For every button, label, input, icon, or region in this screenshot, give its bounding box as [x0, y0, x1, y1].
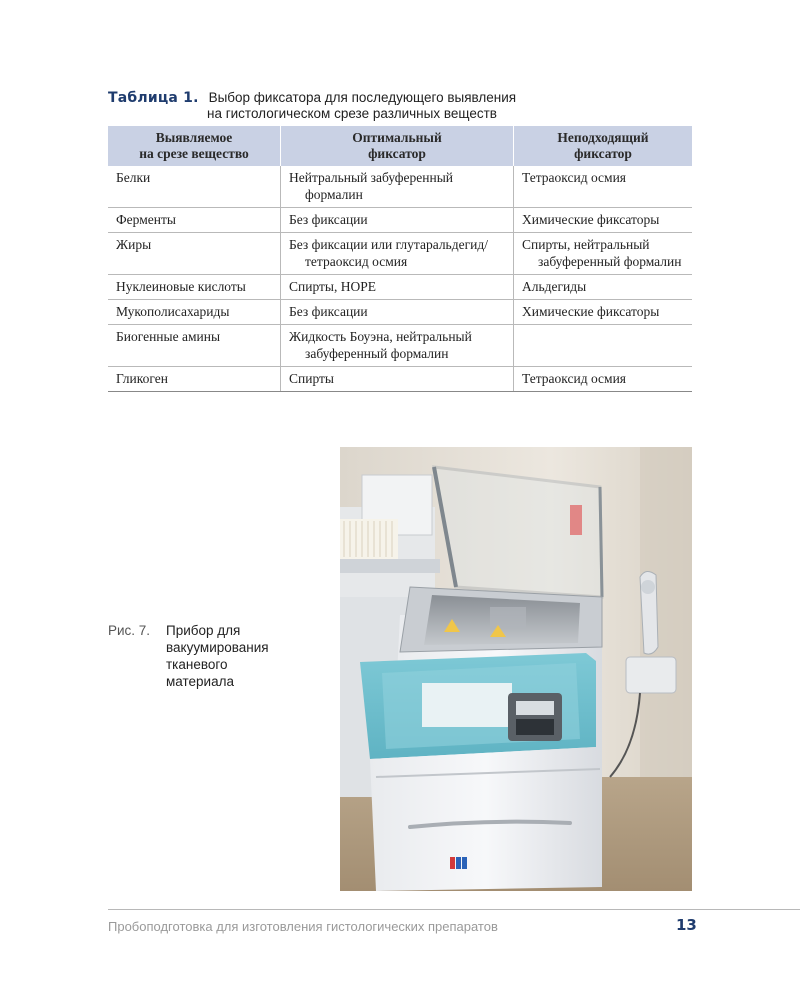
- table-row: [108, 325, 692, 367]
- table-row: [108, 300, 692, 325]
- fixative-table: [108, 126, 692, 392]
- cell-substance: Нуклеиновые кислоты: [108, 275, 281, 300]
- header-substance-line1: Выявляемое: [155, 130, 233, 145]
- table-row: [108, 233, 692, 275]
- header-unsuitable-line1: Неподходящий: [557, 130, 649, 145]
- cell-optimal: Жидкость Боуэна, нейтральный забуференный формалин: [281, 325, 514, 367]
- cell-unsuitable: Тетраоксид осмия: [514, 166, 693, 208]
- table-caption: [108, 90, 708, 121]
- cell-substance: Мукополисахариды: [108, 300, 281, 325]
- table-caption-label: Таблица 1.: [108, 90, 199, 106]
- cell-unsuitable: Химические фиксаторы: [514, 300, 693, 325]
- figure-caption-text: Прибор для вакуумирования тканевого материала: [166, 623, 269, 689]
- cell-optimal: Спирты: [281, 367, 514, 392]
- cell-substance: Биогенные амины: [108, 325, 281, 367]
- table-row: [108, 367, 692, 392]
- cell-substance: Белки: [108, 166, 281, 208]
- header-substance-line2: на срезе вещество: [139, 146, 249, 161]
- header-optimal-line2: фиксатор: [368, 146, 426, 161]
- footer-title: Пробоподготовка для изготовления гистологических препаратов: [108, 919, 498, 934]
- cell-substance: Гликоген: [108, 367, 281, 392]
- footer-divider: [108, 909, 800, 910]
- header-unsuitable: [514, 126, 693, 166]
- table-row: [108, 275, 692, 300]
- cell-substance: Ферменты: [108, 208, 281, 233]
- header-unsuitable-line2: фиксатор: [574, 146, 632, 161]
- tissue-vacuum-device-photo: [340, 447, 692, 891]
- header-substance: [108, 126, 281, 166]
- cell-unsuitable: Химические фиксаторы: [514, 208, 693, 233]
- cell-unsuitable: Тетраоксид осмия: [514, 367, 693, 392]
- cell-unsuitable: Альдегиды: [514, 275, 693, 300]
- cell-optimal: Без фиксации: [281, 300, 514, 325]
- cell-optimal: Без фиксации или глутаральдегид/тетраоксид осмия: [281, 233, 514, 275]
- table-caption-line2: на гистологическом срезе различных веществ: [207, 106, 497, 121]
- cell-optimal: Спирты, HOPE: [281, 275, 514, 300]
- table-caption-line1: Выбор фиксатора для последующего выявления: [208, 90, 517, 105]
- cell-optimal: Нейтральный забуференный формалин: [281, 166, 514, 208]
- cell-optimal: Без фиксации: [281, 208, 514, 233]
- page-number: 13: [676, 916, 697, 934]
- cell-substance: Жиры: [108, 233, 281, 275]
- cell-unsuitable: Спирты, нейтральный забуференный формалин: [514, 233, 693, 275]
- figure-number: Рис. 7.: [108, 623, 151, 638]
- header-optimal-line1: Оптимальный: [352, 130, 442, 145]
- header-optimal: [281, 126, 514, 166]
- table-row: [108, 208, 692, 233]
- table-row: [108, 166, 692, 208]
- table-header-row: [108, 126, 692, 166]
- cell-unsuitable: [514, 325, 693, 367]
